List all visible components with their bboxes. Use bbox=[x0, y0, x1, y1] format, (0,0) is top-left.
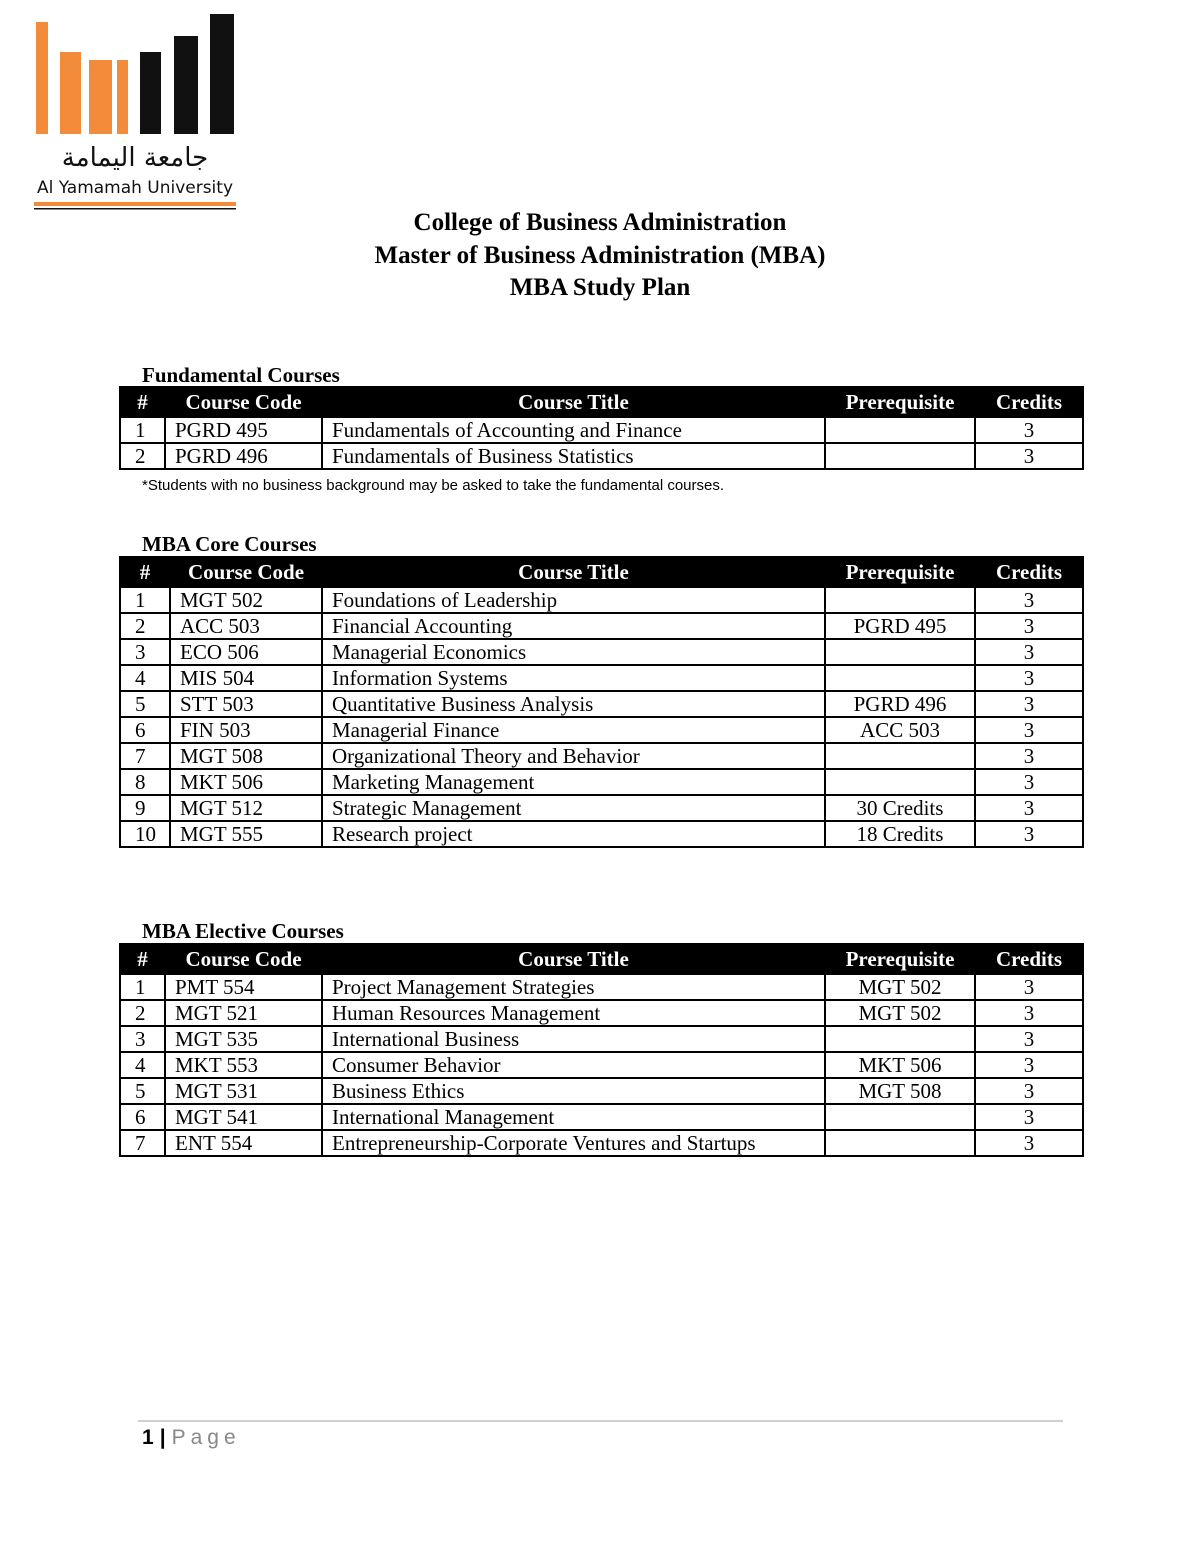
course-title: Quantitative Business Analysis bbox=[322, 691, 825, 717]
page-number: 1 bbox=[142, 1426, 154, 1449]
course-credits: 3 bbox=[975, 795, 1083, 821]
course-prerequisite bbox=[825, 743, 975, 769]
course-title: Fundamentals of Accounting and Finance bbox=[322, 417, 825, 443]
course-credits: 3 bbox=[975, 417, 1083, 443]
course-row bbox=[120, 639, 1083, 665]
course-row bbox=[120, 691, 1083, 717]
course-code: MGT 502 bbox=[170, 587, 322, 613]
document-heading bbox=[0, 207, 1200, 305]
course-credits: 3 bbox=[975, 1052, 1083, 1078]
course-code: PMT 554 bbox=[165, 974, 322, 1000]
course-title: Financial Accounting bbox=[322, 613, 825, 639]
table-header-row bbox=[120, 944, 1083, 974]
course-title: Project Management Strategies bbox=[322, 974, 825, 1000]
logo-bar bbox=[60, 52, 81, 134]
heading-plan: MBA Study Plan bbox=[509, 274, 691, 301]
course-credits: 3 bbox=[975, 974, 1083, 1000]
col-header-course-title: Course Title bbox=[322, 944, 825, 974]
course-credits: 3 bbox=[975, 743, 1083, 769]
course-title: Foundations of Leadership bbox=[322, 587, 825, 613]
course-prerequisite: MGT 502 bbox=[825, 1000, 975, 1026]
course-row bbox=[120, 587, 1083, 613]
course-prerequisite: PGRD 496 bbox=[825, 691, 975, 717]
logo-bar bbox=[210, 14, 234, 134]
course-row bbox=[120, 974, 1083, 1000]
course-credits: 3 bbox=[975, 443, 1083, 469]
course-code: MGT 541 bbox=[165, 1104, 322, 1130]
course-credits: 3 bbox=[975, 769, 1083, 795]
course-number: 2 bbox=[120, 1000, 165, 1026]
course-prerequisite bbox=[825, 1104, 975, 1130]
course-row bbox=[120, 665, 1083, 691]
course-title: International Business bbox=[322, 1026, 825, 1052]
course-code: ECO 506 bbox=[170, 639, 322, 665]
logo-bar bbox=[174, 36, 198, 134]
course-prerequisite: MGT 508 bbox=[825, 1078, 975, 1104]
course-row bbox=[120, 1104, 1083, 1130]
course-prerequisite bbox=[825, 587, 975, 613]
course-code: FIN 503 bbox=[170, 717, 322, 743]
course-credits: 3 bbox=[975, 639, 1083, 665]
footer-divider bbox=[138, 1420, 1063, 1422]
col-header-prerequisite: Prerequisite bbox=[825, 387, 975, 417]
course-code: MGT 531 bbox=[165, 1078, 322, 1104]
col-header-course-code: Course Code bbox=[165, 387, 322, 417]
course-row bbox=[120, 821, 1083, 847]
course-credits: 3 bbox=[975, 1026, 1083, 1052]
col-header-course-code: Course Code bbox=[165, 944, 322, 974]
course-title: Human Resources Management bbox=[322, 1000, 825, 1026]
course-credits: 3 bbox=[975, 1000, 1083, 1026]
course-number: 6 bbox=[120, 1104, 165, 1130]
fundamental-courses-table bbox=[119, 386, 1084, 470]
logo-bar bbox=[36, 22, 48, 134]
course-code: MGT 508 bbox=[170, 743, 322, 769]
course-row bbox=[120, 769, 1083, 795]
core-section-title: MBA Core Courses bbox=[142, 532, 317, 556]
course-prerequisite: MGT 502 bbox=[825, 974, 975, 1000]
course-title: International Management bbox=[322, 1104, 825, 1130]
course-title: Consumer Behavior bbox=[322, 1052, 825, 1078]
course-prerequisite: ACC 503 bbox=[825, 717, 975, 743]
col-header-prerequisite: Prerequisite bbox=[825, 944, 975, 974]
course-credits: 3 bbox=[975, 821, 1083, 847]
heading-program: Master of Business Administration (MBA) bbox=[374, 241, 826, 269]
course-number: 8 bbox=[120, 769, 170, 795]
course-title: Managerial Finance bbox=[322, 717, 825, 743]
course-row bbox=[120, 795, 1083, 821]
table-header-row bbox=[120, 557, 1083, 587]
course-number: 2 bbox=[120, 613, 170, 639]
course-number: 7 bbox=[120, 1130, 165, 1156]
course-prerequisite: PGRD 495 bbox=[825, 613, 975, 639]
course-row bbox=[120, 417, 1083, 443]
course-row bbox=[120, 1052, 1083, 1078]
course-code: ENT 554 bbox=[165, 1130, 322, 1156]
elective-courses-table bbox=[119, 943, 1084, 1157]
course-credits: 3 bbox=[975, 1130, 1083, 1156]
course-row bbox=[120, 1000, 1083, 1026]
course-prerequisite: 18 Credits bbox=[825, 821, 975, 847]
course-title: Marketing Management bbox=[322, 769, 825, 795]
university-logo bbox=[34, 14, 236, 214]
course-prerequisite bbox=[825, 769, 975, 795]
footer-separator: | bbox=[159, 1426, 166, 1449]
course-number: 9 bbox=[120, 795, 170, 821]
col-header-course-title: Course Title bbox=[322, 557, 825, 587]
course-number: 1 bbox=[120, 417, 165, 443]
course-number: 3 bbox=[120, 639, 170, 665]
course-prerequisite bbox=[825, 665, 975, 691]
course-credits: 3 bbox=[975, 613, 1083, 639]
course-row bbox=[120, 1130, 1083, 1156]
course-credits: 3 bbox=[975, 587, 1083, 613]
col-header-credits: Credits bbox=[975, 387, 1083, 417]
fundamental-note: *Students with no business background may be asked to take the fundamental courses. bbox=[142, 477, 725, 494]
course-number: 3 bbox=[120, 1026, 165, 1052]
course-prerequisite: MKT 506 bbox=[825, 1052, 975, 1078]
course-row bbox=[120, 443, 1083, 469]
course-prerequisite bbox=[825, 443, 975, 469]
course-number: 7 bbox=[120, 743, 170, 769]
course-row bbox=[120, 1026, 1083, 1052]
logo-bar bbox=[117, 60, 128, 134]
course-prerequisite bbox=[825, 1026, 975, 1052]
col-header-credits: Credits bbox=[975, 557, 1083, 587]
course-prerequisite bbox=[825, 417, 975, 443]
col-header-number: # bbox=[120, 944, 165, 974]
course-title: Research project bbox=[322, 821, 825, 847]
course-code: PGRD 496 bbox=[165, 443, 322, 469]
course-credits: 3 bbox=[975, 665, 1083, 691]
course-prerequisite bbox=[825, 1130, 975, 1156]
course-code: STT 503 bbox=[170, 691, 322, 717]
course-code: MGT 535 bbox=[165, 1026, 322, 1052]
page-label: Page bbox=[171, 1426, 241, 1449]
logo-underline-orange bbox=[34, 202, 236, 206]
course-number: 1 bbox=[120, 974, 165, 1000]
course-number: 10 bbox=[120, 821, 170, 847]
course-row bbox=[120, 1078, 1083, 1104]
course-credits: 3 bbox=[975, 1104, 1083, 1130]
course-code: MGT 512 bbox=[170, 795, 322, 821]
course-prerequisite bbox=[825, 639, 975, 665]
col-header-number: # bbox=[120, 387, 165, 417]
course-title: Organizational Theory and Behavior bbox=[322, 743, 825, 769]
course-number: 5 bbox=[120, 691, 170, 717]
course-title: Entrepreneurship-Corporate Ventures and Startups bbox=[322, 1130, 825, 1156]
course-title: Fundamentals of Business Statistics bbox=[322, 443, 825, 469]
page-footer bbox=[142, 1426, 241, 1450]
course-title: Information Systems bbox=[322, 665, 825, 691]
table-header-row bbox=[120, 387, 1083, 417]
course-number: 2 bbox=[120, 443, 165, 469]
course-prerequisite: 30 Credits bbox=[825, 795, 975, 821]
course-code: MKT 553 bbox=[165, 1052, 322, 1078]
col-header-course-title: Course Title bbox=[322, 387, 825, 417]
elective-section-title: MBA Elective Courses bbox=[142, 919, 344, 943]
heading-college: College of Business Administration bbox=[413, 209, 787, 236]
course-number: 4 bbox=[120, 665, 170, 691]
course-number: 5 bbox=[120, 1078, 165, 1104]
logo-arabic-name: جامعة اليمامة bbox=[61, 143, 209, 173]
course-credits: 3 bbox=[975, 717, 1083, 743]
course-number: 1 bbox=[120, 587, 170, 613]
course-row bbox=[120, 717, 1083, 743]
course-code: MGT 555 bbox=[170, 821, 322, 847]
course-credits: 3 bbox=[975, 691, 1083, 717]
course-code: MKT 506 bbox=[170, 769, 322, 795]
core-courses-table bbox=[119, 556, 1084, 848]
col-header-course-code: Course Code bbox=[170, 557, 322, 587]
course-credits: 3 bbox=[975, 1078, 1083, 1104]
course-code: ACC 503 bbox=[170, 613, 322, 639]
course-code: PGRD 495 bbox=[165, 417, 322, 443]
fundamental-section-title: Fundamental Courses bbox=[142, 363, 340, 387]
col-header-prerequisite: Prerequisite bbox=[825, 557, 975, 587]
course-number: 4 bbox=[120, 1052, 165, 1078]
course-code: MGT 521 bbox=[165, 1000, 322, 1026]
course-code: MIS 504 bbox=[170, 665, 322, 691]
course-row bbox=[120, 613, 1083, 639]
course-number: 6 bbox=[120, 717, 170, 743]
col-header-credits: Credits bbox=[975, 944, 1083, 974]
course-title: Strategic Management bbox=[322, 795, 825, 821]
logo-english-name: Al Yamamah University bbox=[37, 178, 233, 198]
course-title: Business Ethics bbox=[322, 1078, 825, 1104]
logo-bar bbox=[89, 60, 112, 134]
course-row bbox=[120, 743, 1083, 769]
col-header-number: # bbox=[120, 557, 170, 587]
course-title: Managerial Economics bbox=[322, 639, 825, 665]
logo-bar bbox=[140, 52, 161, 134]
